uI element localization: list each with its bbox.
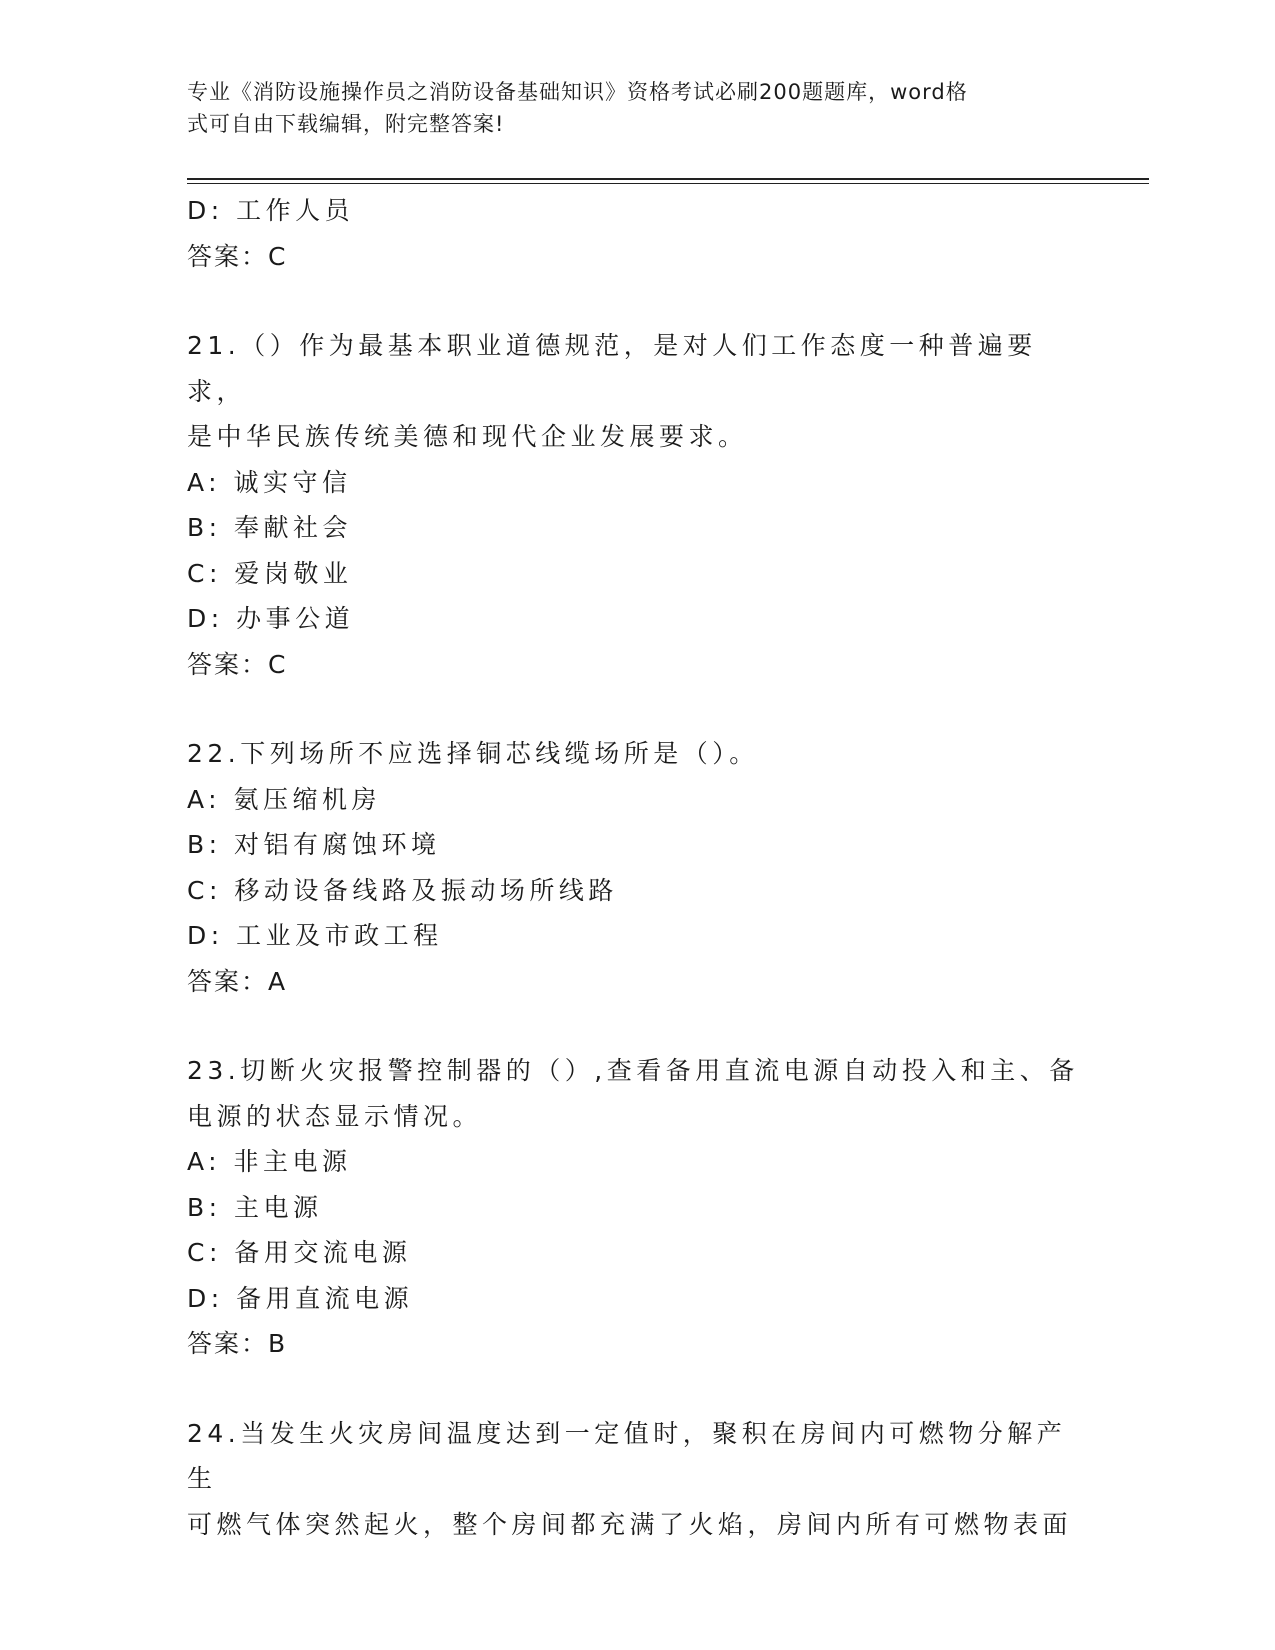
answer-line: 答案：B bbox=[187, 1329, 288, 1358]
header-divider-thin bbox=[187, 183, 1149, 184]
question-list bbox=[187, 188, 1087, 1547]
header-line-1: 专业《消防设施操作员之消防设备基础知识》资格考试必刷200题题库，word格 bbox=[187, 80, 968, 104]
option-c: C: 备用交流电源 bbox=[187, 1238, 412, 1267]
question-text-line: 22.下列场所不应选择铜芯线缆场所是（）。 bbox=[187, 739, 759, 768]
option-a: A: 氨压缩机房 bbox=[187, 784, 382, 814]
option-a: A: 非主电源 bbox=[187, 1147, 352, 1176]
question-text-line: 是中华民族传统美德和现代企业发展要求。 bbox=[187, 422, 748, 451]
header-divider-thick bbox=[187, 178, 1149, 180]
option-b: B: 奉献社会 bbox=[187, 513, 353, 542]
question-text-line: 24.当发生火灾房间温度达到一定值时，聚积在房间内可燃物分解产生 bbox=[187, 1418, 1067, 1493]
question-22 bbox=[187, 731, 1087, 1004]
option-b: B: 对铝有腐蚀环境 bbox=[187, 830, 441, 859]
answer-line: 答案：C bbox=[187, 649, 288, 679]
question-21 bbox=[187, 323, 1087, 687]
option-d: D: 工作人员 bbox=[187, 196, 355, 225]
answer-line: 答案：C bbox=[187, 241, 288, 271]
document-header bbox=[187, 76, 1067, 140]
question-text-line: 23.切断火灾报警控制器的（）,查看备用直流电源自动投入和主、备 bbox=[187, 1056, 1079, 1085]
answer-line: 答案：A bbox=[187, 966, 288, 996]
option-d: D: 备用直流电源 bbox=[187, 1283, 414, 1313]
question-text-line: 可燃气体突然起火，整个房间都充满了火焰，房间内所有可燃物表面 bbox=[187, 1509, 1073, 1539]
header-line-2: 式可自由下载编辑，附完整答案! bbox=[187, 112, 505, 136]
option-d: D: 办事公道 bbox=[187, 604, 355, 633]
option-a: A: 诚实守信 bbox=[187, 467, 352, 497]
option-b: B: 主电源 bbox=[187, 1192, 323, 1222]
question-text-line: 电源的状态显示情况。 bbox=[187, 1101, 483, 1131]
previous-question-tail bbox=[187, 188, 1087, 279]
option-d: D: 工业及市政工程 bbox=[187, 921, 443, 950]
question-text-line: 21.（）作为最基本职业道德规范，是对人们工作态度一种普遍要求， bbox=[187, 331, 1037, 406]
question-24 bbox=[187, 1411, 1087, 1548]
question-23 bbox=[187, 1048, 1087, 1367]
option-c: C: 移动设备线路及振动场所线路 bbox=[187, 875, 618, 905]
option-c: C: 爱岗敬业 bbox=[187, 558, 353, 588]
